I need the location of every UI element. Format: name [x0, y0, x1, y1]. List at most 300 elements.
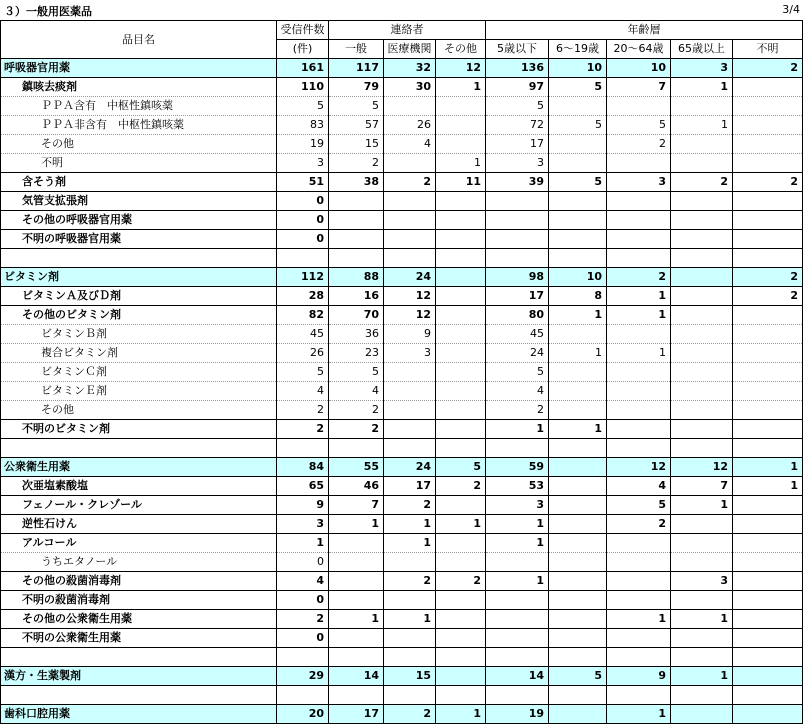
value-cell: 1 [671, 496, 733, 515]
value-cell: 5 [549, 667, 607, 686]
table-row [1, 78, 803, 97]
table-row [1, 629, 803, 648]
item-name-cell: 次亜塩素酸塩 [1, 477, 277, 496]
header-age-col: 65歳以上 [671, 40, 733, 59]
value-cell: 5 [436, 458, 486, 477]
value-cell [671, 439, 733, 458]
value-cell [436, 553, 486, 572]
value-cell [329, 572, 384, 591]
value-cell [607, 211, 671, 230]
table-row [1, 382, 803, 401]
value-cell [733, 553, 803, 572]
value-cell: 1 [436, 154, 486, 173]
table-row [1, 420, 803, 439]
value-cell [671, 344, 733, 363]
value-cell [671, 648, 733, 667]
value-cell [486, 553, 549, 572]
value-cell [549, 192, 607, 211]
value-cell: 1 [384, 515, 436, 534]
value-cell [671, 401, 733, 420]
table-row [1, 325, 803, 344]
value-cell: 2 [384, 572, 436, 591]
value-cell: 10 [549, 59, 607, 78]
value-cell: 36 [329, 325, 384, 344]
value-cell: 1 [607, 344, 671, 363]
value-cell [549, 629, 607, 648]
value-cell [733, 192, 803, 211]
value-cell [436, 439, 486, 458]
value-cell [733, 667, 803, 686]
value-cell [607, 686, 671, 705]
header-reporter-col: 一般 [329, 40, 384, 59]
item-name-cell: 不明 [1, 154, 277, 173]
value-cell: 0 [277, 629, 329, 648]
item-name-cell: 鎮咳去痰剤 [1, 78, 277, 97]
value-cell [549, 325, 607, 344]
value-cell: 3 [486, 496, 549, 515]
value-cell: 46 [329, 477, 384, 496]
value-cell [329, 629, 384, 648]
value-cell [384, 553, 436, 572]
value-cell [733, 610, 803, 629]
value-cell: 2 [277, 401, 329, 420]
value-cell: 2 [733, 173, 803, 192]
value-cell [733, 325, 803, 344]
value-cell: 3 [607, 173, 671, 192]
value-cell: 5 [607, 496, 671, 515]
value-cell [733, 496, 803, 515]
value-cell [486, 591, 549, 610]
value-cell [733, 420, 803, 439]
item-name-cell: 複合ビタミン剤 [1, 344, 277, 363]
value-cell: 23 [329, 344, 384, 363]
value-cell [486, 249, 549, 268]
table-row [1, 553, 803, 572]
table-row [1, 97, 803, 116]
value-cell: 2 [486, 401, 549, 420]
value-cell [549, 496, 607, 515]
item-name-cell: 含そう剤 [1, 173, 277, 192]
value-cell: 2 [384, 705, 436, 724]
item-name-cell [1, 439, 277, 458]
value-cell [549, 572, 607, 591]
value-cell [384, 648, 436, 667]
table-row [1, 287, 803, 306]
value-cell [436, 116, 486, 135]
value-cell [733, 686, 803, 705]
value-cell: 5 [329, 363, 384, 382]
value-cell: 53 [486, 477, 549, 496]
value-cell: 55 [329, 458, 384, 477]
header-age-col: 6～19歳 [549, 40, 607, 59]
value-cell [549, 135, 607, 154]
table-row [1, 268, 803, 287]
value-cell [549, 211, 607, 230]
item-name-cell: 逆性石けん [1, 515, 277, 534]
value-cell: 117 [329, 59, 384, 78]
value-cell: 20 [277, 705, 329, 724]
title-bar [0, 0, 806, 20]
value-cell: 19 [486, 705, 549, 724]
table-row [1, 401, 803, 420]
value-cell [549, 477, 607, 496]
value-cell: 12 [436, 59, 486, 78]
value-cell [549, 515, 607, 534]
table-row [1, 230, 803, 249]
value-cell [733, 154, 803, 173]
value-cell: 1 [549, 306, 607, 325]
header-total-line2: (件) [277, 40, 329, 59]
value-cell: 1 [607, 306, 671, 325]
value-cell [436, 192, 486, 211]
value-cell: 1 [486, 515, 549, 534]
value-cell [671, 420, 733, 439]
value-cell [486, 230, 549, 249]
value-cell [733, 572, 803, 591]
spacer-row [1, 648, 803, 667]
value-cell [671, 268, 733, 287]
value-cell: 1 [671, 116, 733, 135]
value-cell [733, 249, 803, 268]
value-cell [607, 553, 671, 572]
value-cell [384, 97, 436, 116]
value-cell [733, 116, 803, 135]
value-cell [671, 211, 733, 230]
value-cell [329, 211, 384, 230]
value-cell: 19 [277, 135, 329, 154]
table-row [1, 496, 803, 515]
value-cell [607, 97, 671, 116]
spacer-row [1, 439, 803, 458]
header-group-reporter: 連絡者 [329, 21, 486, 40]
value-cell: 2 [277, 610, 329, 629]
value-cell [384, 420, 436, 439]
value-cell [607, 591, 671, 610]
value-cell [733, 534, 803, 553]
value-cell: 12 [384, 306, 436, 325]
value-cell [549, 363, 607, 382]
header-age-col: 5歳以下 [486, 40, 549, 59]
value-cell: 5 [486, 363, 549, 382]
value-cell [607, 534, 671, 553]
value-cell: 24 [384, 458, 436, 477]
value-cell: 24 [486, 344, 549, 363]
value-cell [549, 610, 607, 629]
value-cell: 1 [486, 420, 549, 439]
value-cell: 10 [607, 59, 671, 78]
value-cell [436, 97, 486, 116]
item-name-cell: その他の呼吸器官用薬 [1, 211, 277, 230]
value-cell: 32 [384, 59, 436, 78]
value-cell [549, 534, 607, 553]
value-cell [436, 629, 486, 648]
value-cell [436, 306, 486, 325]
value-cell: 1 [607, 705, 671, 724]
value-cell [607, 439, 671, 458]
value-cell: 2 [733, 268, 803, 287]
value-cell: 1 [329, 515, 384, 534]
table-row [1, 344, 803, 363]
value-cell [607, 230, 671, 249]
value-cell [733, 439, 803, 458]
table-row [1, 154, 803, 173]
value-cell [671, 629, 733, 648]
value-cell: 1 [549, 420, 607, 439]
value-cell [733, 135, 803, 154]
value-cell: 4 [277, 382, 329, 401]
header-age-col: 不明 [733, 40, 803, 59]
item-name-cell: ビタミンＡ及びＤ剤 [1, 287, 277, 306]
table-row [1, 534, 803, 553]
value-cell [671, 534, 733, 553]
value-cell [549, 591, 607, 610]
value-cell: 136 [486, 59, 549, 78]
value-cell: 3 [486, 154, 549, 173]
value-cell [549, 382, 607, 401]
value-cell [549, 401, 607, 420]
item-name-cell: その他 [1, 135, 277, 154]
header-reporter-col: その他 [436, 40, 486, 59]
value-cell: 98 [486, 268, 549, 287]
table-row [1, 477, 803, 496]
value-cell [733, 78, 803, 97]
value-cell [384, 439, 436, 458]
value-cell [436, 249, 486, 268]
item-name-cell: 漢方・生薬製剤 [1, 667, 277, 686]
value-cell [436, 591, 486, 610]
value-cell: 1 [277, 534, 329, 553]
value-cell: 4 [277, 572, 329, 591]
value-cell [671, 230, 733, 249]
value-cell: 1 [486, 572, 549, 591]
value-cell: 3 [671, 572, 733, 591]
table-row [1, 211, 803, 230]
value-cell: 4 [384, 135, 436, 154]
value-cell [671, 705, 733, 724]
table-row [1, 705, 803, 724]
value-cell: 1 [671, 667, 733, 686]
value-cell [671, 591, 733, 610]
table-row [1, 135, 803, 154]
table-row [1, 610, 803, 629]
value-cell: 26 [277, 344, 329, 363]
value-cell: 110 [277, 78, 329, 97]
value-cell: 72 [486, 116, 549, 135]
item-name-cell: その他の殺菌消毒剤 [1, 572, 277, 591]
value-cell [436, 610, 486, 629]
value-cell [486, 192, 549, 211]
value-cell: 7 [607, 78, 671, 97]
value-cell: 5 [277, 363, 329, 382]
value-cell [671, 287, 733, 306]
table-row [1, 591, 803, 610]
value-cell [607, 420, 671, 439]
item-name-cell: 呼吸器官用薬 [1, 59, 277, 78]
value-cell [384, 230, 436, 249]
table-body [1, 59, 803, 724]
item-name-cell: 公衆衛生用薬 [1, 458, 277, 477]
value-cell: 80 [486, 306, 549, 325]
value-cell: 7 [671, 477, 733, 496]
value-cell: 1 [607, 610, 671, 629]
value-cell: 5 [549, 173, 607, 192]
item-name-cell: ビタミン剤 [1, 268, 277, 287]
value-cell: 12 [384, 287, 436, 306]
value-cell: 4 [486, 382, 549, 401]
value-cell [671, 515, 733, 534]
table-row [1, 116, 803, 135]
value-cell: 24 [384, 268, 436, 287]
value-cell [486, 629, 549, 648]
value-cell [549, 230, 607, 249]
value-cell [549, 458, 607, 477]
value-cell [607, 401, 671, 420]
value-cell: 1 [436, 78, 486, 97]
table-row [1, 363, 803, 382]
value-cell: 0 [277, 591, 329, 610]
value-cell: 28 [277, 287, 329, 306]
value-cell [549, 439, 607, 458]
item-name-cell: その他のビタミン剤 [1, 306, 277, 325]
value-cell [329, 648, 384, 667]
value-cell [549, 686, 607, 705]
value-cell [671, 363, 733, 382]
value-cell: 2 [277, 420, 329, 439]
value-cell: 1 [671, 78, 733, 97]
value-cell [436, 420, 486, 439]
value-cell [486, 610, 549, 629]
value-cell: 38 [329, 173, 384, 192]
value-cell: 3 [671, 59, 733, 78]
item-name-cell: フェノール・クレゾール [1, 496, 277, 515]
item-name-cell: ビタミンＣ剤 [1, 363, 277, 382]
value-cell [329, 249, 384, 268]
value-cell [607, 363, 671, 382]
value-cell: 2 [384, 173, 436, 192]
value-cell: 4 [329, 382, 384, 401]
value-cell: 0 [277, 211, 329, 230]
value-cell [549, 249, 607, 268]
value-cell: 1 [733, 477, 803, 496]
value-cell: 14 [329, 667, 384, 686]
value-cell: 0 [277, 230, 329, 249]
value-cell [329, 591, 384, 610]
value-cell: 1 [607, 287, 671, 306]
header-age-col: 20～64歳 [607, 40, 671, 59]
item-name-cell [1, 686, 277, 705]
table-row [1, 173, 803, 192]
value-cell: 1 [671, 610, 733, 629]
value-cell: 5 [277, 97, 329, 116]
value-cell: 2 [607, 515, 671, 534]
value-cell [277, 648, 329, 667]
value-cell [486, 211, 549, 230]
item-name-cell: 不明の殺菌消毒剤 [1, 591, 277, 610]
value-cell [486, 439, 549, 458]
value-cell [384, 382, 436, 401]
value-cell: 1 [486, 534, 549, 553]
value-cell [436, 363, 486, 382]
value-cell: 5 [329, 97, 384, 116]
value-cell: 9 [607, 667, 671, 686]
value-cell [607, 572, 671, 591]
item-name-cell: 不明のビタミン剤 [1, 420, 277, 439]
item-name-cell: 不明の呼吸器官用薬 [1, 230, 277, 249]
value-cell: 1 [384, 534, 436, 553]
value-cell: 5 [607, 116, 671, 135]
value-cell [733, 629, 803, 648]
header-item-name: 品目名 [1, 21, 277, 59]
value-cell: 3 [277, 154, 329, 173]
table-row [1, 458, 803, 477]
value-cell: 2 [384, 496, 436, 515]
value-cell: 15 [329, 135, 384, 154]
spacer-row [1, 686, 803, 705]
item-name-cell: ＰＰＡ非含有 中枢性鎮咳薬 [1, 116, 277, 135]
value-cell [607, 192, 671, 211]
value-cell [436, 496, 486, 515]
value-cell [384, 363, 436, 382]
value-cell: 0 [277, 192, 329, 211]
header-group-age: 年齢層 [486, 21, 803, 40]
value-cell: 84 [277, 458, 329, 477]
value-cell: 79 [329, 78, 384, 97]
value-cell [436, 230, 486, 249]
data-table [0, 20, 803, 724]
value-cell: 8 [549, 287, 607, 306]
value-cell [549, 97, 607, 116]
value-cell [329, 553, 384, 572]
value-cell [436, 667, 486, 686]
value-cell: 4 [607, 477, 671, 496]
value-cell [436, 534, 486, 553]
value-cell: 30 [384, 78, 436, 97]
value-cell [607, 382, 671, 401]
table-row [1, 192, 803, 211]
value-cell [384, 192, 436, 211]
document-title: ３）一般用医薬品 [4, 5, 92, 18]
value-cell [549, 154, 607, 173]
value-cell: 12 [607, 458, 671, 477]
value-cell: 82 [277, 306, 329, 325]
value-cell: 12 [671, 458, 733, 477]
value-cell: 161 [277, 59, 329, 78]
value-cell [436, 648, 486, 667]
table-row [1, 515, 803, 534]
value-cell [733, 230, 803, 249]
value-cell [733, 401, 803, 420]
item-name-cell: アルコール [1, 534, 277, 553]
value-cell [329, 534, 384, 553]
value-cell [607, 648, 671, 667]
value-cell [671, 686, 733, 705]
value-cell [384, 686, 436, 705]
value-cell [329, 192, 384, 211]
value-cell [277, 439, 329, 458]
value-cell: 17 [384, 477, 436, 496]
value-cell: 1 [329, 610, 384, 629]
value-cell [607, 325, 671, 344]
value-cell: 2 [329, 154, 384, 173]
table-row [1, 572, 803, 591]
header-total-line1: 受信件数 [277, 21, 329, 40]
value-cell [384, 591, 436, 610]
value-cell: 59 [486, 458, 549, 477]
value-cell [549, 553, 607, 572]
item-name-cell: 気管支拡張剤 [1, 192, 277, 211]
value-cell [436, 211, 486, 230]
value-cell: 45 [277, 325, 329, 344]
